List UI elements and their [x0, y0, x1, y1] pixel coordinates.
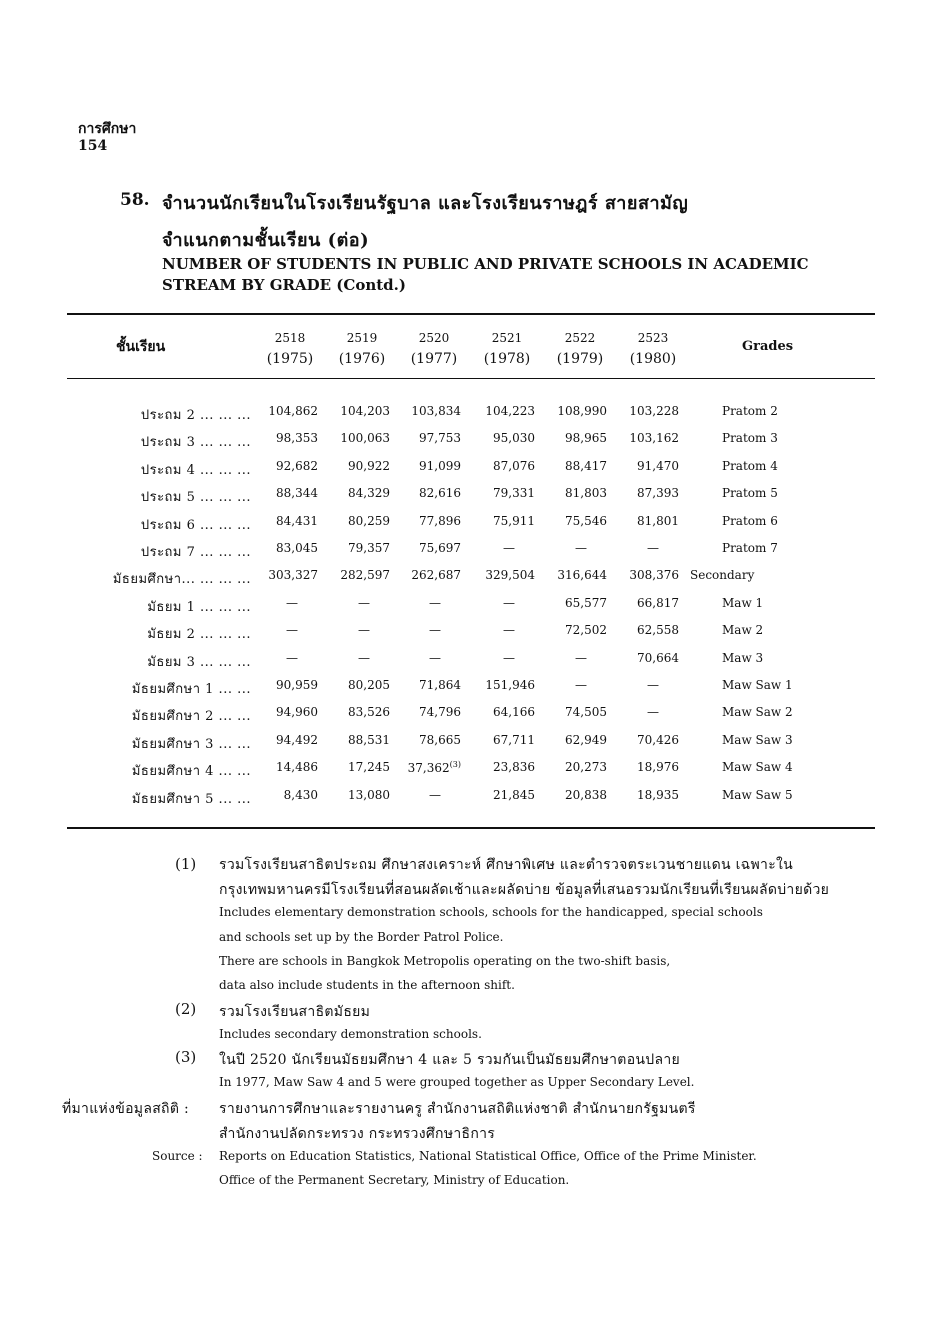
table-cell: 84,329: [348, 486, 390, 501]
table-cell: 79,331: [493, 486, 535, 501]
table-row: [0, 431, 941, 458]
row-grade-thai: มัธยม 2 ... ... ...: [147, 627, 251, 643]
table-row: [0, 596, 941, 623]
row-grade-thai: ประถม 3 ... ... ...: [140, 435, 251, 451]
table-header-rule: [67, 378, 875, 379]
table-top-rule: [67, 313, 875, 315]
table-cell: 72,502: [565, 623, 607, 638]
table-cell: 98,965: [565, 431, 607, 446]
grade-header-english: Grades: [742, 339, 794, 354]
table-row: [0, 705, 941, 732]
table-cell: —: [647, 541, 659, 555]
section-header: การศึกษา: [78, 121, 137, 137]
table-row: [0, 404, 941, 431]
row-grade-english: Maw Saw 3: [722, 732, 793, 747]
table-cell: 62,949: [565, 732, 607, 747]
table-row: [0, 514, 941, 541]
footnote-marker: (3): [449, 760, 461, 770]
table-row: [0, 733, 941, 760]
table-row: [0, 651, 941, 678]
table-cell: 104,223: [485, 404, 535, 418]
footnote-3-en: In 1977, Maw Saw 4 and 5 were grouped together as Upper Secondary Level.: [219, 1075, 695, 1089]
row-grade-english: Maw Saw 2: [722, 705, 793, 720]
year-ce: (1977): [410, 351, 458, 367]
source-en-line1: Reports on Education Statistics, National Statistical Office, Office of the Prime Minister.: [219, 1149, 757, 1163]
table-cell: 75,911: [493, 513, 535, 528]
table-cell: 90,922: [348, 458, 390, 473]
table-cell: —: [358, 595, 370, 610]
table-cell: 80,259: [348, 513, 390, 528]
year-be: 2520: [418, 331, 450, 345]
row-grade-english: Maw 3: [722, 650, 764, 665]
table-cell: 83,526: [348, 705, 390, 720]
table-cell: —: [503, 650, 515, 665]
table-cell: 80,205: [348, 678, 390, 692]
table-cell: 104,203: [340, 404, 390, 418]
table-cell: 90,959: [276, 678, 318, 692]
table-cell: 70,426: [637, 732, 679, 747]
source-en-line2: Office of the Permanent Secretary, Ministry of Education.: [219, 1173, 570, 1187]
table-cell: 316,644: [557, 568, 607, 583]
year-ce: (1979): [556, 351, 604, 367]
table-cell: —: [647, 705, 659, 720]
row-grade-thai: ประถม 4 ... ... ...: [140, 462, 251, 478]
table-cell: 100,063: [340, 431, 390, 446]
footnote-1-en-line2: and schools set up by the Border Patrol Police.: [219, 930, 504, 944]
title-english-line1: NUMBER OF STUDENTS IN PUBLIC AND PRIVATE SCHOOLS IN ACADEMIC: [162, 255, 809, 273]
row-grade-english: Maw Saw 4: [722, 760, 793, 775]
source-en-label: Source :: [152, 1149, 203, 1163]
table-cell: [401, 760, 461, 775]
title-english-line2: STREAM BY GRADE (Contd.): [162, 276, 406, 294]
table-cell: 329,504: [485, 568, 535, 583]
row-grade-english: Maw Saw 5: [722, 787, 793, 802]
table-row: [0, 760, 941, 787]
table-cell: —: [503, 541, 515, 555]
table-cell: 91,470: [637, 458, 679, 473]
row-grade-thai: มัธยมศึกษา 4 ... ...: [131, 764, 251, 780]
table-bottom-rule: [67, 827, 875, 829]
table-cell: 75,697: [419, 541, 461, 555]
table-cell: 104,862: [268, 404, 318, 418]
row-grade-english: Pratom 7: [722, 541, 778, 555]
table-cell: 81,801: [637, 513, 679, 528]
row-grade-thai: มัธยมศึกษา 1 ... ...: [131, 682, 251, 697]
table-cell: 65,577: [565, 595, 607, 610]
title-thai-line1: จำนวนนักเรียนในโรงเรียนรัฐบาล และโรงเรียนราษฎร์ สายสามัญ: [162, 193, 689, 214]
row-grade-thai: มัธยมศึกษา 3 ... ...: [131, 736, 251, 752]
table-cell: 20,273: [565, 760, 607, 775]
footnote-3-thai: ในปี 2520 นักเรียนมัธยมศึกษา 4 และ 5 รวมกันเป็นมัธยมศึกษาตอนปลาย: [219, 1052, 680, 1068]
table-cell: —: [575, 650, 587, 665]
table-cell: 20,838: [565, 787, 607, 802]
table-cell: 21,845: [493, 787, 535, 802]
table-number: 58.: [120, 190, 150, 210]
year-ce: (1976): [338, 351, 386, 367]
table-cell: 67,711: [493, 732, 535, 747]
table-cell: —: [286, 595, 298, 610]
table-cell: —: [286, 650, 298, 665]
footnote-1-en-line4: data also include students in the afternoon shift.: [219, 978, 515, 992]
footnote-3-label: (3): [175, 1048, 197, 1066]
table-cell: —: [358, 623, 370, 638]
footnote-1-en-line3: There are schools in Bangkok Metropolis operating on the two-shift basis,: [219, 954, 671, 968]
table-cell: 13,080: [348, 787, 390, 802]
table-row: [0, 568, 941, 595]
table-cell: —: [429, 595, 441, 610]
year-header: [255, 328, 325, 370]
year-ce: (1978): [483, 351, 531, 367]
year-be: 2519: [346, 331, 378, 345]
row-grade-english: Pratom 2: [722, 404, 778, 418]
table-cell: 97,753: [419, 431, 461, 446]
footnote-2-en: Includes secondary demonstration schools.: [219, 1027, 482, 1041]
table-cell: —: [575, 541, 587, 555]
table-cell: —: [429, 787, 441, 802]
table-cell: 94,960: [276, 705, 318, 720]
table-cell: 62,558: [637, 623, 679, 638]
table-cell: 88,531: [348, 732, 390, 747]
table-cell: 64,166: [493, 705, 535, 720]
table-cell: 103,834: [411, 404, 461, 418]
table-cell: 108,990: [557, 404, 607, 418]
table-cell: 94,492: [276, 732, 318, 747]
row-grade-thai: มัธยมศึกษา 5 ... ...: [131, 791, 251, 807]
table-cell: 17,245: [348, 760, 390, 775]
table-cell: —: [503, 623, 515, 638]
year-ce: (1975): [266, 351, 314, 367]
grade-header-thai: ชั้นเรียน: [116, 339, 166, 355]
table-cell: 18,935: [637, 787, 679, 802]
table-cell: 81,803: [565, 486, 607, 501]
row-grade-thai: ประถม 6 ... ... ...: [140, 517, 251, 533]
row-grade-thai: ประถม 7 ... ... ...: [140, 545, 251, 560]
table-cell: —: [286, 623, 298, 638]
source-thai-line2: สำนักงานปลัดกระทรวง กระทรวงศึกษาธิการ: [219, 1126, 496, 1142]
source-thai-line1: รายงานการศึกษาและรายงานครู สำนักงานสถิติแห่งชาติ สำนักนายกรัฐมนตรี: [219, 1101, 696, 1117]
footnote-1-thai-line1: รวมโรงเรียนสาธิตประถม ศึกษาสงเคราะห์ ศึกษาพิเศษ และตำรวจตระเวนชายแดน เฉพาะใน: [219, 857, 794, 873]
row-grade-english: Maw Saw 1: [722, 678, 793, 692]
table-cell: 88,417: [565, 458, 607, 473]
row-grade-thai: ประถม 5 ... ... ...: [140, 490, 251, 506]
table-cell: 74,505: [565, 705, 607, 720]
table-cell: 103,228: [629, 404, 679, 418]
row-grade-english: Maw 1: [722, 595, 764, 610]
table-cell: 282,597: [340, 568, 390, 583]
table-cell: 151,946: [485, 678, 535, 692]
year-header: [472, 328, 542, 370]
table-cell: —: [503, 595, 515, 610]
table-cell: 82,616: [419, 486, 461, 501]
footnote-2-label: (2): [175, 1000, 197, 1018]
cell-value: 37,362: [407, 761, 450, 776]
footnote-1-en-line1: Includes elementary demonstration schools, schools for the handicapped, special schools: [219, 905, 763, 919]
row-grade-english: Secondary: [690, 568, 755, 583]
year-header: [545, 328, 615, 370]
table-cell: 77,896: [419, 513, 461, 528]
table-row: [0, 486, 941, 513]
table-cell: —: [575, 678, 587, 692]
row-grade-thai: มัธยม 1 ... ... ...: [147, 599, 251, 615]
footnote-1-thai-line2: กรุงเทพมหานครมีโรงเรียนที่สอนผลัดเช้าและผลัดบ่าย ข้อมูลที่เสนอรวมนักเรียนที่เรียนผลัดบ่ายด้วย: [219, 882, 830, 898]
table-cell: 91,099: [419, 458, 461, 473]
table-cell: 70,664: [637, 650, 679, 665]
table-cell: 103,162: [629, 431, 679, 446]
row-grade-thai: ประถม 2 ... ... ...: [140, 408, 251, 423]
table-cell: 66,817: [637, 595, 679, 610]
table-cell: 92,682: [276, 458, 318, 473]
year-header: [399, 328, 469, 370]
table-cell: 78,665: [419, 732, 461, 747]
table-cell: 262,687: [411, 568, 461, 583]
year-be: 2521: [491, 331, 523, 345]
table-cell: —: [647, 678, 659, 692]
table-cell: 71,864: [419, 678, 461, 692]
table-cell: —: [429, 650, 441, 665]
footnote-2-thai: รวมโรงเรียนสาธิตมัธยม: [219, 1004, 371, 1020]
row-grade-thai: มัธยม 3 ... ... ...: [147, 654, 251, 670]
row-grade-thai: มัธยมศึกษา 2 ... ...: [131, 709, 251, 725]
year-be: 2523: [637, 331, 669, 345]
year-ce: (1980): [629, 351, 677, 367]
table-cell: 84,431: [276, 513, 318, 528]
year-be: 2518: [274, 331, 306, 345]
table-cell: 303,327: [268, 568, 318, 583]
title-thai-line2: จำแนกตามชั้นเรียน (ต่อ): [162, 230, 370, 251]
table-row: [0, 623, 941, 650]
footnote-1-label: (1): [175, 855, 197, 873]
year-be: 2522: [564, 331, 596, 345]
table-cell: 18,976: [637, 760, 679, 775]
table-cell: 83,045: [276, 541, 318, 555]
table-cell: 88,344: [276, 486, 318, 501]
row-grade-english: Pratom 3: [722, 431, 778, 446]
row-grade-english: Maw 2: [722, 623, 764, 638]
table-cell: 87,076: [493, 458, 535, 473]
table-cell: 74,796: [419, 705, 461, 720]
table-row: [0, 541, 941, 568]
table-row: [0, 788, 941, 815]
year-header: [327, 328, 397, 370]
table-cell: 79,357: [348, 541, 390, 555]
table-row: [0, 459, 941, 486]
table-cell: 75,546: [565, 513, 607, 528]
table-cell: —: [358, 650, 370, 665]
table-cell: 87,393: [637, 486, 679, 501]
row-grade-english: Pratom 4: [722, 458, 778, 473]
row-grade-english: Pratom 6: [722, 513, 778, 528]
table-row: [0, 678, 941, 705]
table-cell: —: [429, 623, 441, 638]
row-grade-english: Pratom 5: [722, 486, 778, 501]
table-cell: 23,836: [493, 760, 535, 775]
source-thai-label: ที่มาแห่งข้อมูลสถิติ :: [62, 1101, 189, 1117]
table-cell: 308,376: [629, 568, 679, 583]
table-cell: 8,430: [283, 787, 318, 802]
year-header: [618, 328, 688, 370]
table-cell: 98,353: [276, 431, 318, 446]
page-number: 154: [78, 138, 108, 154]
table-cell: 14,486: [276, 760, 318, 775]
table-cell: 95,030: [493, 431, 535, 446]
row-grade-thai: มัธยมศึกษา... ... ... ...: [112, 572, 251, 588]
